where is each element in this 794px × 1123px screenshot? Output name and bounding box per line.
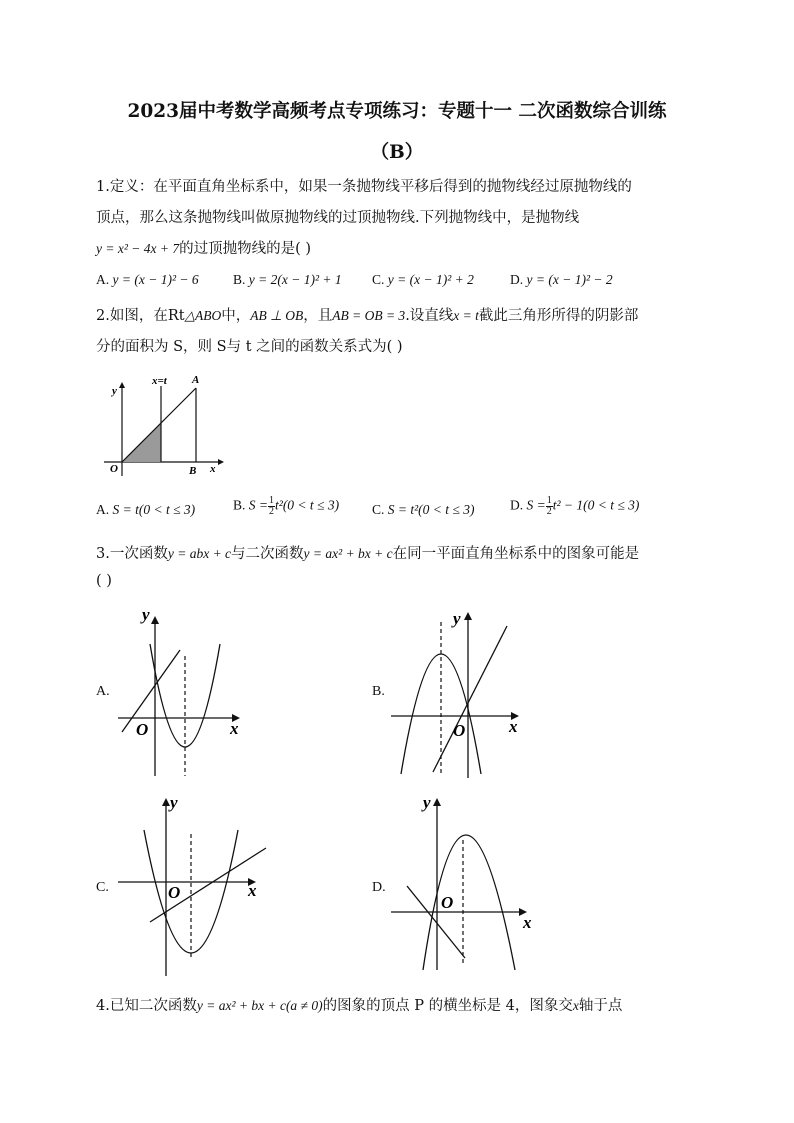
- line: [433, 626, 507, 772]
- q1-line1: 1.定义：在平面直角坐标系中，如果一条抛物线平移后得到的抛物线经过原抛物线的: [96, 179, 632, 195]
- option-expr: S = t²(0 < t ≤ 3): [387, 502, 475, 517]
- option-label: C.: [372, 502, 385, 517]
- x-label: x: [509, 717, 518, 736]
- y-label: y: [423, 793, 431, 812]
- q3-graph-c-label[interactable]: C.: [96, 880, 109, 895]
- q3-graph-a-label[interactable]: A.: [96, 684, 110, 699]
- fig-a-label: A: [192, 374, 200, 386]
- x-label: x: [230, 719, 239, 738]
- q1-line3: [96, 237, 311, 258]
- option-label: A.: [96, 272, 110, 287]
- denominator: 2: [269, 506, 275, 517]
- q3-graph-b[interactable]: [385, 604, 535, 779]
- x-label: x: [523, 913, 532, 932]
- q3-line2: ( ): [96, 573, 112, 589]
- q4-xaxis: x: [572, 998, 579, 1013]
- q3-graph-b-label[interactable]: B.: [372, 684, 385, 699]
- q1-option-d[interactable]: [510, 272, 613, 288]
- line: [122, 650, 180, 732]
- q2-option-c[interactable]: [372, 502, 474, 518]
- q3-f2: y = ax² + bx + c: [303, 546, 393, 561]
- q3-graph-c[interactable]: [112, 790, 272, 980]
- q3-line1: [96, 542, 639, 563]
- q3-text-a: 3.一次函数: [96, 546, 168, 562]
- q2-text-b: 中，: [221, 308, 251, 324]
- fig-b-label: B: [189, 465, 197, 477]
- option-expr: y = (x − 1)² − 6: [112, 272, 199, 287]
- q2-text-c: ，且: [303, 308, 333, 324]
- option-expr-post: t² − 1(0 < t ≤ 3): [552, 497, 640, 513]
- q1-line3-tail: 的过顶抛物线的是( ): [179, 241, 312, 257]
- y-label: y: [453, 609, 461, 628]
- origin-label: O: [441, 893, 454, 912]
- fig-line-label: x=t: [152, 375, 167, 387]
- y-axis-arrow-icon: [151, 616, 159, 624]
- option-label: D.: [510, 272, 524, 287]
- fraction: [268, 496, 275, 517]
- q3-f1: y = abx + c: [167, 546, 232, 561]
- y-axis-arrow-icon: [433, 798, 441, 806]
- q3-graph-d[interactable]: [385, 790, 545, 980]
- option-expr: y = 2(x − 1)² + 1: [248, 272, 342, 287]
- q4-line1: [96, 994, 622, 1015]
- q3-graph-d-label[interactable]: D.: [372, 880, 386, 895]
- y-label: y: [170, 793, 178, 812]
- q1-line2: 顶点，那么这条抛物线叫做原抛物线的过顶抛物线.下列抛物线中，是抛物线: [96, 210, 580, 226]
- option-expr-pre: S =: [526, 497, 546, 513]
- option-label: D.: [510, 497, 524, 513]
- q2-xeqt: x = t: [453, 308, 479, 323]
- option-label: B.: [233, 497, 246, 513]
- q2-text-a: 2.如图，在Rt: [96, 308, 185, 324]
- q2-line1: [96, 304, 638, 325]
- q3-graph-a[interactable]: [112, 604, 252, 779]
- page-subtitle: （B）: [370, 142, 424, 163]
- option-expr-pre: S =: [248, 497, 269, 513]
- origin-label: O: [136, 720, 149, 739]
- fig-x-label: x: [210, 463, 216, 475]
- q1-option-a[interactable]: [96, 272, 199, 288]
- option-expr: S = t(0 < t ≤ 3): [112, 502, 196, 517]
- denominator: 2: [546, 506, 552, 517]
- q4-text-b: 的图象的顶点 P 的横坐标是 4，图象交: [322, 998, 573, 1014]
- q2-triangle-figure: [100, 372, 230, 477]
- option-label: A.: [96, 502, 110, 517]
- q2-option-d[interactable]: [510, 496, 639, 517]
- numerator: 1: [269, 495, 275, 506]
- q2-text-d: .设直线: [405, 308, 454, 324]
- q2-option-b[interactable]: [233, 496, 339, 517]
- y-axis-arrow-icon: [464, 612, 472, 620]
- q1-option-c[interactable]: [372, 272, 474, 288]
- q2-perp: AB ⊥ OB: [250, 308, 304, 323]
- fig-y-label: y: [112, 385, 117, 397]
- q2-eq: AB = OB = 3: [332, 308, 406, 323]
- q3-text-c: 在同一平面直角坐标系中的图象可能是: [392, 546, 640, 562]
- x-label: x: [248, 881, 257, 900]
- option-label: C.: [372, 272, 385, 287]
- y-axis-arrow-icon: [119, 382, 125, 388]
- fraction: [546, 496, 553, 517]
- option-label: B.: [233, 272, 246, 287]
- origin-label: O: [453, 721, 466, 740]
- q2-triangle: △ABO: [184, 308, 222, 323]
- numerator: 1: [546, 495, 552, 506]
- y-axis-arrow-icon: [162, 798, 170, 806]
- page-title: 2023届中考数学高频考点专项练习：专题十一 二次函数综合训练: [127, 101, 667, 122]
- option-expr: y = (x − 1)² − 2: [526, 272, 613, 287]
- origin-label: O: [168, 883, 181, 902]
- q1-formula: y = x² − 4x + 7: [96, 241, 180, 256]
- y-label: y: [142, 605, 150, 624]
- fig-o-label: O: [110, 463, 118, 475]
- x-axis-arrow-icon: [218, 459, 224, 465]
- q1-option-b[interactable]: [233, 272, 342, 288]
- option-expr: y = (x − 1)² + 2: [387, 272, 474, 287]
- q2-option-a[interactable]: [96, 502, 195, 518]
- q2-line2: 分的面积为 S，则 S与 t 之间的函数关系式为( ): [96, 339, 403, 355]
- option-expr-post: t²(0 < t ≤ 3): [275, 497, 340, 513]
- q3-text-b: 与二次函数: [231, 546, 304, 562]
- q4-text-a: 4.已知二次函数: [96, 998, 197, 1014]
- q4-formula: y = ax² + bx + c(a ≠ 0): [196, 998, 323, 1013]
- q2-text-e: 截此三角形所得的阴影部: [478, 308, 639, 324]
- q4-text-c: 轴于点: [578, 998, 623, 1014]
